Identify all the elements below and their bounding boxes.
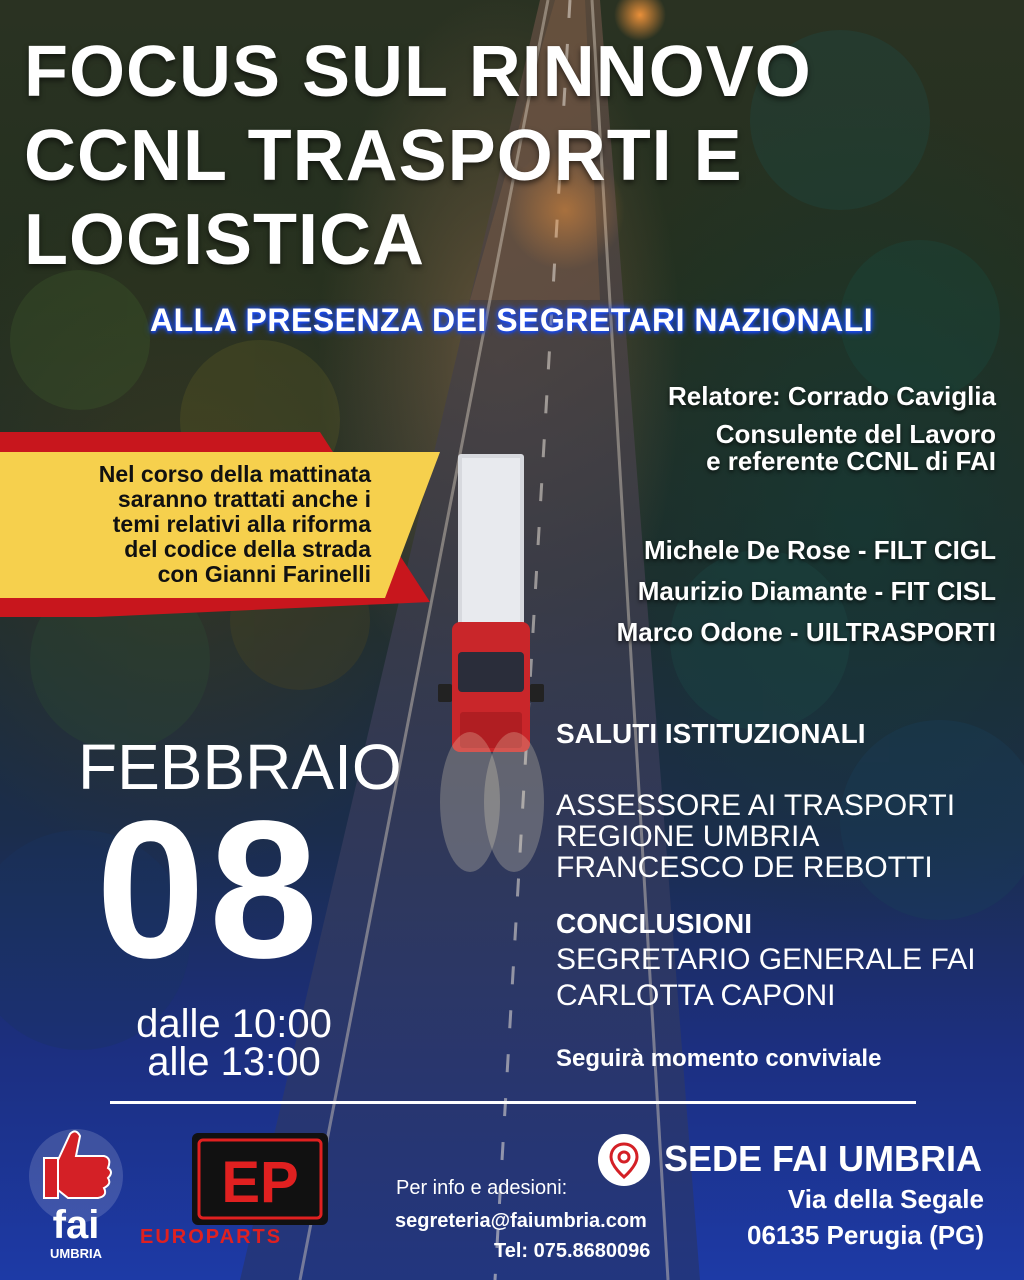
contact-label: Per info e adesioni:	[396, 1177, 568, 1199]
speaker-role-2: e referente CCNL di FAI	[706, 446, 996, 476]
greetings-line-1: ASSESSORE AI TRASPORTI	[556, 789, 956, 822]
callout-line-1: Nel corso della mattinata	[98, 461, 371, 487]
fai-logo	[24, 1120, 128, 1262]
title-line-3: LOGISTICA	[24, 200, 425, 280]
social-note: Seguirà momento conviviale	[556, 1045, 882, 1072]
secretary-2: Maurizio Diamante - FIT CISL	[637, 576, 996, 606]
callout-line-3: temi relativi alla riforma	[112, 511, 371, 537]
venue-name: SEDE FAI UMBRIA	[664, 1138, 983, 1179]
greetings-heading: SALUTI ISTITUZIONALI	[556, 718, 866, 749]
greetings-line-2: REGIONE UMBRIA	[556, 820, 820, 853]
callout-text	[14, 462, 371, 587]
conclusions-line-2: CARLOTTA CAPONI	[556, 979, 836, 1012]
secretary-3: Marco Odone - UILTRASPORTI	[616, 617, 996, 647]
contact-phone[interactable]: Tel: 075.8680096	[494, 1240, 651, 1262]
divider	[110, 1101, 916, 1104]
callout-line-4: del codice della strada	[124, 536, 371, 562]
event-day: 08	[96, 780, 323, 999]
title-line-2: CCNL TRASPORTI E	[24, 116, 743, 196]
greetings-line-3: FRANCESCO DE REBOTTI	[556, 851, 933, 884]
callout-line-2: saranno trattati anche i	[117, 486, 371, 512]
callout-line-5: con Gianni Farinelli	[157, 561, 371, 587]
fai-logo-text: fai	[52, 1203, 100, 1247]
map-pin-icon	[598, 1134, 650, 1186]
event-title	[24, 30, 1014, 282]
event-month: FEBBRAIO	[78, 731, 402, 803]
europarts-logo	[192, 1133, 328, 1225]
speaker-name: Relatore: Corrado Caviglia	[668, 381, 996, 411]
europarts-wordmark: EUROPARTS	[140, 1226, 283, 1248]
conclusions-heading: CONCLUSIONI	[556, 908, 752, 939]
europarts-mark-text: EP	[221, 1150, 299, 1215]
event-subtitle: ALLA PRESENZA DEI SEGRETARI NAZIONALI	[150, 302, 874, 338]
fai-logo-region: UMBRIA	[50, 1246, 102, 1261]
conclusions-line-1: SEGRETARIO GENERALE FAI	[556, 943, 976, 976]
thumbs-up-icon	[24, 1120, 128, 1262]
time-start: dalle 10:00	[136, 1002, 332, 1046]
speaker-role: Consulente del Lavoro	[715, 419, 996, 449]
time-end: alle 13:00	[147, 1040, 321, 1084]
venue-pin-badge	[598, 1134, 650, 1186]
title-line-1: FOCUS SUL RINNOVO	[24, 32, 812, 112]
secretary-1: Michele De Rose - FILT CIGL	[643, 535, 996, 565]
europarts-mark-icon	[195, 1136, 325, 1222]
venue-street: Via della Segale	[787, 1184, 984, 1214]
contact-email[interactable]: segreteria@faiumbria.com	[395, 1210, 647, 1232]
venue-city: 06135 Perugia (PG)	[747, 1220, 984, 1250]
